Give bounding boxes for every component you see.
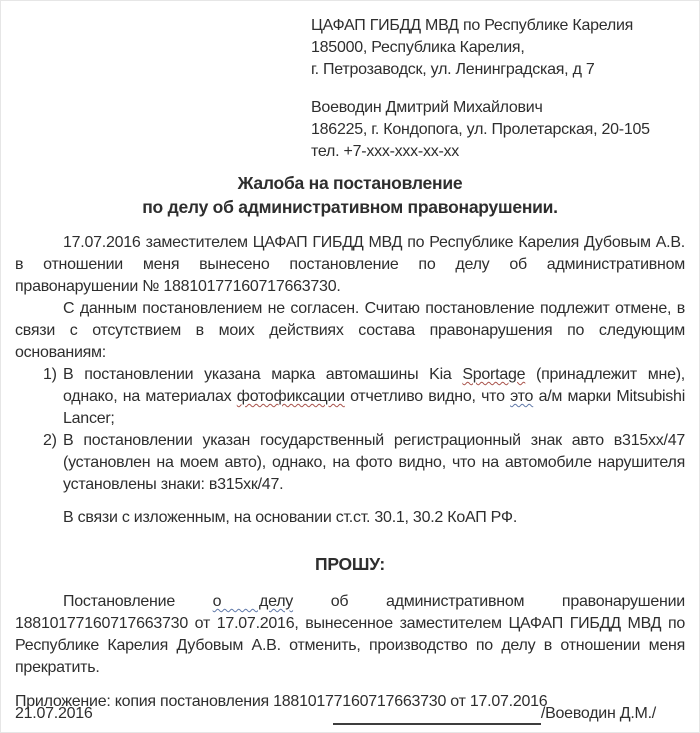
applicant-phone: тел. +7-xxx-xxx-xx-xx — [311, 143, 460, 160]
recipient-address-block — [311, 15, 685, 81]
list-item-1-text: В постановлении указана марка автомашины Kia Sportage (принадлежит мне), однако, на материалах фотофиксации отчетливо видно, что это а/м марки Mitsubishi Lancer; — [63, 366, 685, 427]
applicant-address-block — [311, 97, 685, 163]
title-line-1: Жалоба на постановление — [237, 173, 463, 193]
paragraph-request: Постановление о делу об административном правонарушении 18810177160717663730 от 17.07.2016, вынесенное заместителем ЦАФАП ГИБДД МВД по Республике Карелия Дубовым А.В. отменить, производство по делу в отношении меня прекратить. — [15, 593, 685, 676]
paragraph-intro: 17.07.2016 заместителем ЦАФАП ГИБДД МВД по Республике Карелия Дубовым А.В. в отношении меня вынесено постановление по делу об административном правонарушении № 18810177160717663730. — [15, 234, 685, 295]
attachment-line: Приложение: копия постановления 18810177160717663730 от 17.07.2016 — [15, 693, 548, 710]
paragraph-legal-basis: В связи с изложенным, на основании ст.ст. 30.1, 30.2 КоАП РФ. — [63, 509, 518, 526]
grounds-list — [15, 364, 685, 496]
signature-line — [333, 709, 541, 725]
title-line-2: по делу об административном правонарушении. — [142, 197, 558, 217]
list-item-1-marker: 1) — [43, 366, 57, 383]
document-title — [15, 171, 685, 219]
list-item-1 — [15, 364, 685, 430]
signature-footer — [15, 703, 685, 725]
signature-block — [333, 703, 656, 725]
paragraph-disagree: С данным постановлением не согласен. Считаю постановление подлежит отмене, в связи с отсутствием в моих действиях состава правонарушения по следующим основаниям: — [15, 300, 685, 361]
recipient-line-1: ЦАФАП ГИБДД МВД по Республике Карелия — [311, 17, 634, 34]
recipient-line-2: 185000, Республика Карелия, — [311, 39, 525, 56]
list-item-2-text: В постановлении указан государственный регистрационный знак авто в315хх/47 (установлен на моем авто), однако, на фото видно, что на автомобиле нарушителя установлены знаки: в315хк/47. — [63, 432, 685, 493]
applicant-name: Воеводин Дмитрий Михайлович — [311, 99, 543, 116]
recipient-line-3: г. Петрозаводск, ул. Ленинградская, д 7 — [311, 61, 595, 78]
list-item-2 — [15, 430, 685, 496]
signature-name: /Воеводин Д.М./ — [540, 705, 656, 722]
document-date: 21.07.2016 — [15, 705, 93, 722]
list-item-2-marker: 2) — [43, 432, 57, 449]
applicant-address: 186225, г. Кондопога, ул. Пролетарская, 20-105 — [311, 121, 650, 138]
request-heading: ПРОШУ: — [315, 554, 385, 574]
